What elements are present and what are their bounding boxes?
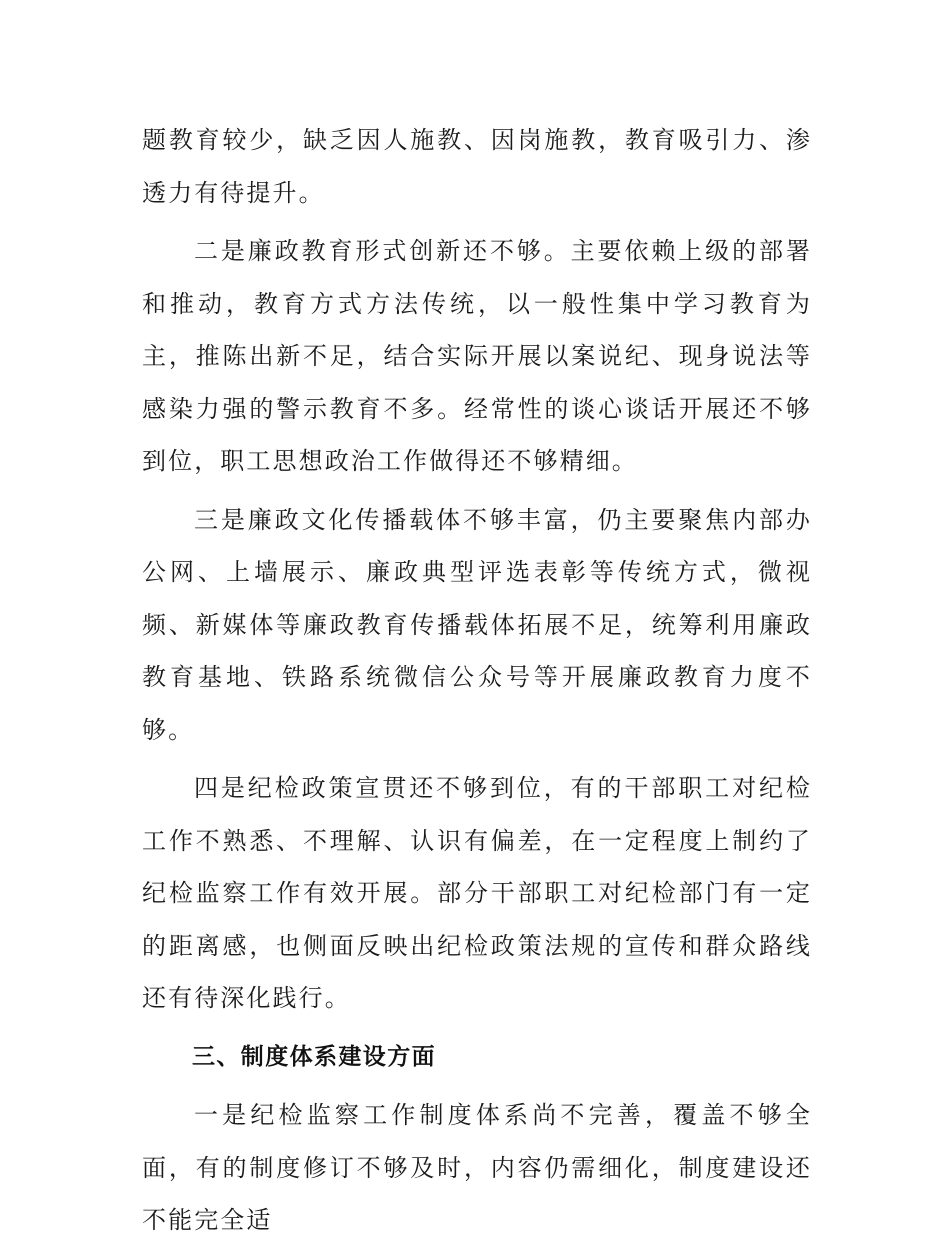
paragraph-education-form: 二是廉政教育形式创新还不够。主要依赖上级的部署和推动，教育方式方法传统，以一般性集中学习教育为主，推陈出新不足，结合实际开展以案说纪、现身说法等感染力强的警示教育不多。经常性的谈心谈话开展还不够到位，职工思想政治工作做得还不够精细。 <box>142 237 812 475</box>
paragraph-culture-carrier: 三是廉政文化传播载体不够丰富，仍主要聚焦内部办公网、上墙展示、廉政典型评选表彰等传统方式，微视频、新媒体等廉政教育传播载体拓展不足，统筹利用廉政教育基地、铁路系统微信公众号等开展廉政教育力度不够。 <box>142 505 812 744</box>
paragraph-continuation: 题教育较少，缺乏因人施教、因岗施教，教育吸引力、渗透力有待提升。 <box>142 126 812 207</box>
document-body <box>142 114 812 1247</box>
paragraph-policy-promotion: 四是纪检政策宣贯还不够到位，有的干部职工对纪检工作不熟悉、不理解、认识有偏差，在一定程度上制约了纪检监察工作有效开展。部分干部职工对纪检部门有一定的距离感，也侧面反映出纪检政策法规的宣传和群众路线还有待深化践行。 <box>142 774 812 1012</box>
section-heading-institution: 三、制度体系建设方面 <box>192 1043 436 1070</box>
paragraph-system-building: 一是纪检监察工作制度体系尚不完善，覆盖不够全面，有的制度修订不够及时，内容仍需细化，制度建设还不能完全适 <box>142 1101 812 1234</box>
